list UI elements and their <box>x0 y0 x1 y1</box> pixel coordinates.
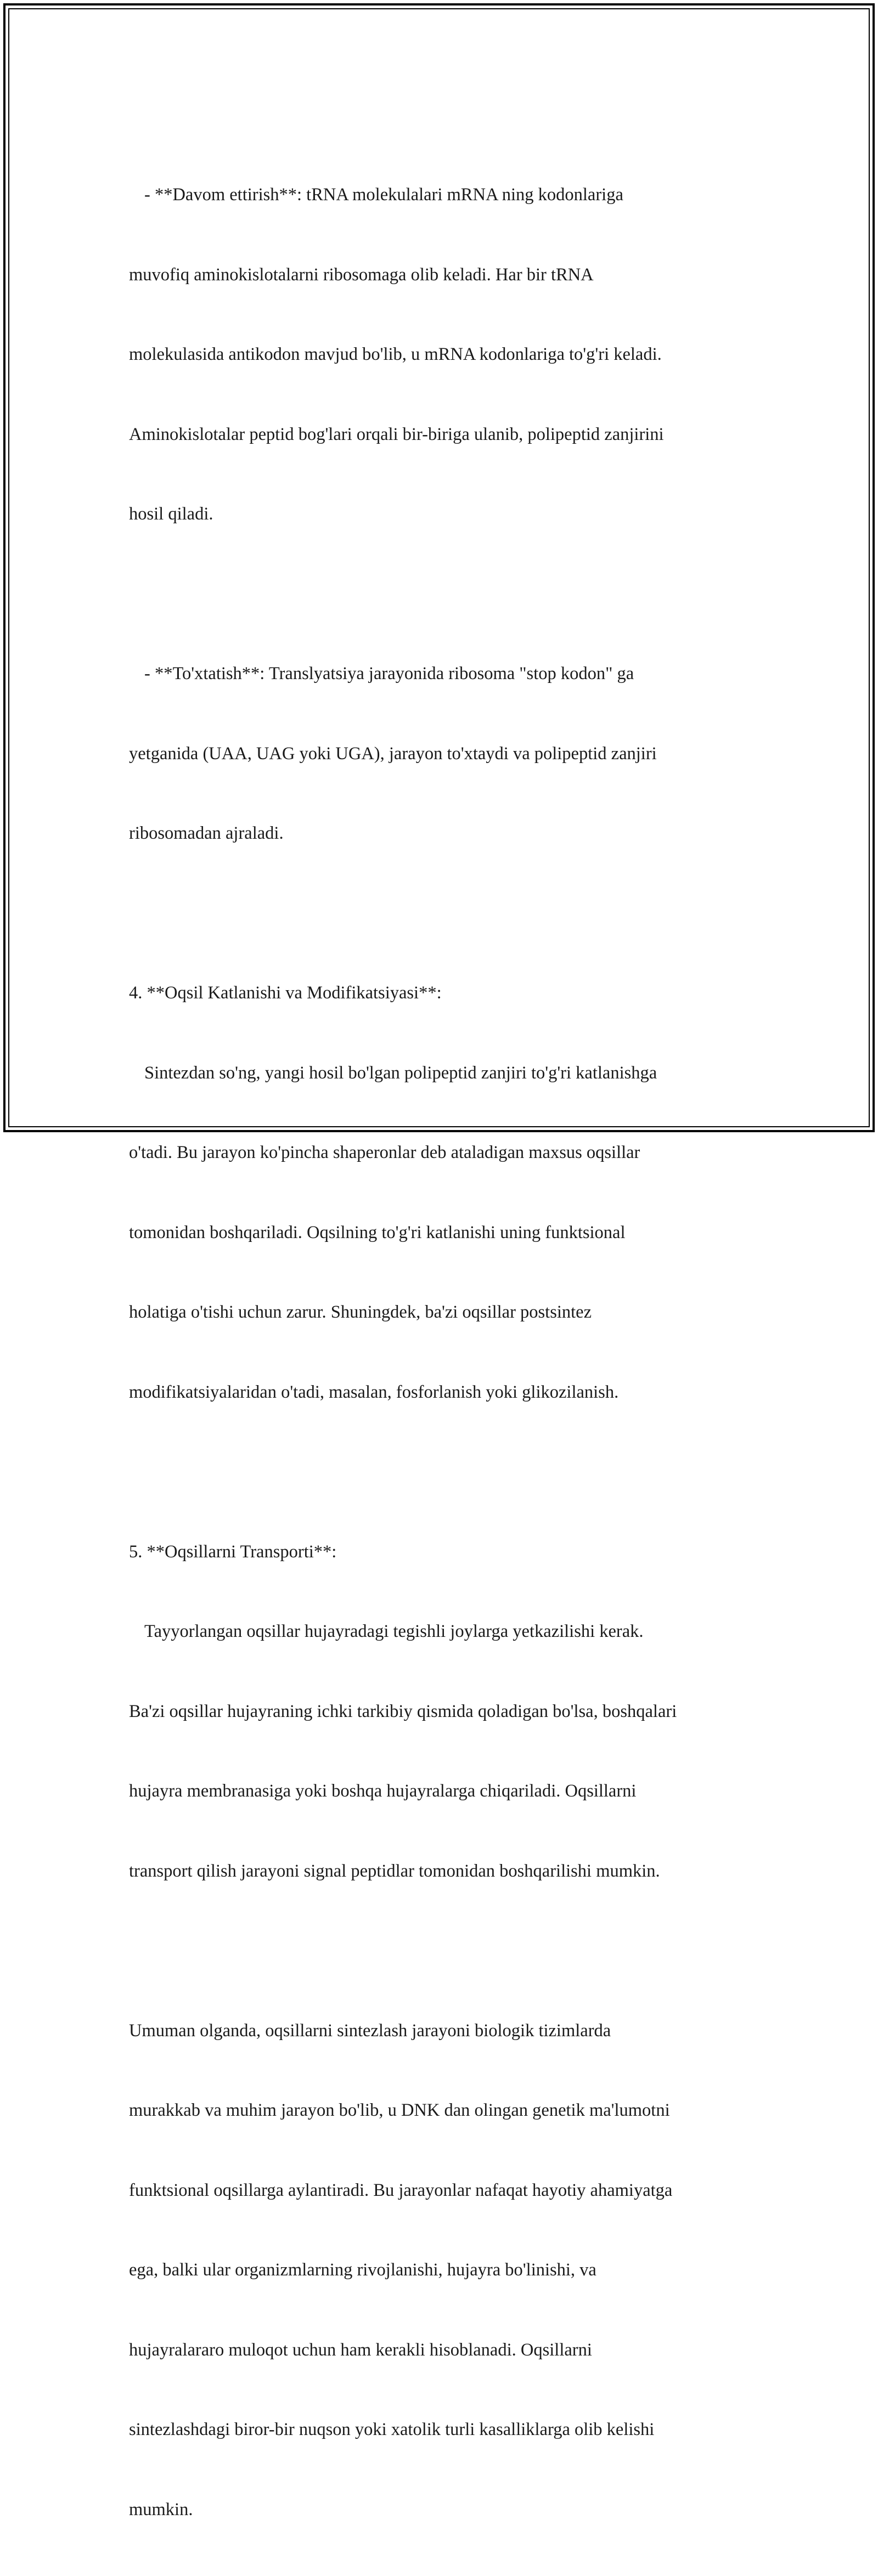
text-line: funktsional oqsillarga aylantiradi. Bu jarayonlar nafaqat hayotiy ahamiyatga <box>129 2177 760 2204</box>
paragraph-termination <box>129 607 760 900</box>
text-line: molekulasida antikodon mavjud bo'lib, u mRNA kodonlariga to'g'ri keladi. <box>129 341 760 368</box>
text-line: yetganida (UAA, UAG yoki UGA), jarayon to'xtaydi va polipeptid zanjiri <box>129 741 760 767</box>
text-line: hujayralararo muloqot uchun ham kerakli hisoblanadi. Oqsillarni <box>129 2337 760 2364</box>
text-line: transport qilish jarayoni signal peptidlar tomonidan boshqarilishi mumkin. <box>129 1858 760 1885</box>
paragraph-continuation <box>129 128 760 581</box>
text-line: ribosomadan ajraladi. <box>129 820 760 847</box>
text-line: - **To'xtatish**: Translyatsiya jarayonida ribosoma "stop kodon" ga <box>129 660 760 687</box>
text-line: o'tadi. Bu jarayon ko'pincha shaperonlar deb ataladigan maxsus oqsillar <box>129 1139 760 1166</box>
text-line: hujayra membranasiga yoki boshqa hujayralarga chiqariladi. Oqsillarni <box>129 1778 760 1805</box>
text-line: Aminokislotalar peptid bog'lari orqali bir-biriga ulanib, polipeptid zanjirini <box>129 421 760 448</box>
text-line: hosil qiladi. <box>129 501 760 528</box>
text-line: murakkab va muhim jarayon bo'lib, u DNK dan olingan genetik ma'lumotni <box>129 2097 760 2124</box>
text-line: tomonidan boshqariladi. Oqsilning to'g'ri katlanishi uning funktsional <box>129 1219 760 1246</box>
text-line: Tayyorlangan oqsillar hujayradagi tegishli joylarga yetkazilishi kerak. <box>129 1618 760 1645</box>
text-line: mumkin. <box>129 2496 760 2523</box>
text-line: sintezlashdagi biror-bir nuqson yoki xatolik turli kasalliklarga olib kelishi <box>129 2416 760 2443</box>
text-line: modifikatsiyalaridan o'tadi, masalan, fosforlanish yoki glikozilanish. <box>129 1379 760 1406</box>
paragraph-conclusion <box>129 1964 760 2576</box>
paragraph-protein-folding <box>129 927 760 1459</box>
paragraph-protein-transport <box>129 1485 760 1938</box>
document-body <box>129 128 760 2576</box>
text-line: ega, balki ular organizmlarning rivojlanishi, hujayra bo'linishi, va <box>129 2257 760 2284</box>
text-line: Sintezdan so'ng, yangi hosil bo'lgan polipeptid zanjiri to'g'ri katlanishga <box>129 1060 760 1087</box>
text-line: Ba'zi oqsillar hujayraning ichki tarkibiy qismida qoladigan bo'lsa, boshqalari <box>129 1698 760 1725</box>
text-line: Umuman olganda, oqsillarni sintezlash jarayoni biologik tizimlarda <box>129 2018 760 2044</box>
text-line: muvofiq aminokislotalarni ribosomaga olib keladi. Har bir tRNA <box>129 262 760 289</box>
section-heading: 5. **Oqsillarni Transporti**: <box>129 1539 760 1566</box>
text-line: - **Davom ettirish**: tRNA molekulalari mRNA ning kodonlariga <box>129 182 760 208</box>
section-heading: 4. **Oqsil Katlanishi va Modifikatsiyasi**: <box>129 980 760 1007</box>
text-line: holatiga o'tishi uchun zarur. Shuningdek, ba'zi oqsillar postsintez <box>129 1299 760 1326</box>
